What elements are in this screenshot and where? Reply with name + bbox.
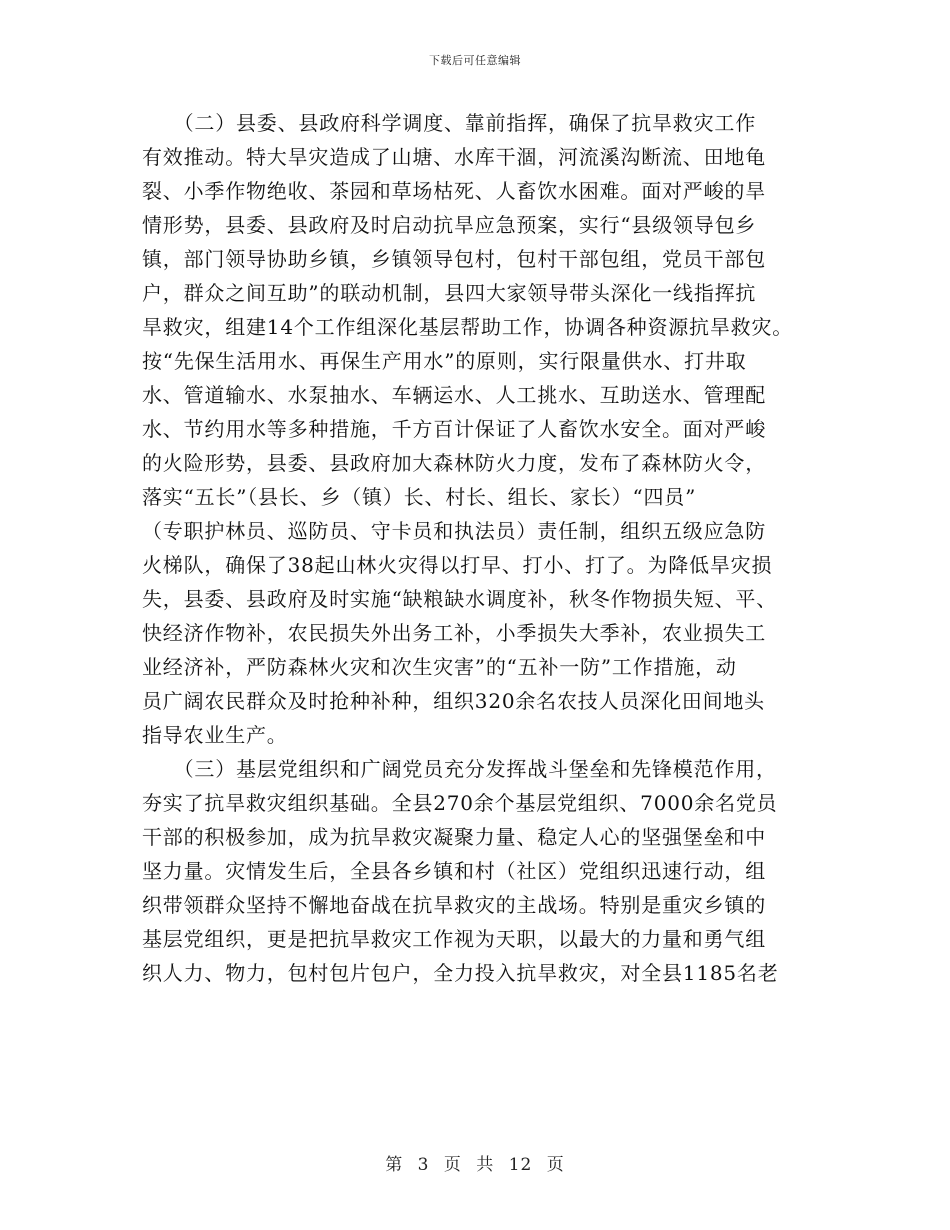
paragraph-line: 干部的积极参加，成为抗旱救灾凝聚力量、稳定人心的坚强堡垒和中 <box>142 825 766 849</box>
total-pages-number: 12 <box>508 1155 533 1175</box>
paragraph-line: 失，县委、县政府及时实施“缺粮缺水调度补，秋冬作物损失短、平、 <box>142 587 778 611</box>
paragraph-line: 基层党组织，更是把抗旱救灾工作视为天职，以最大的力量和勇气组 <box>142 927 766 951</box>
paragraph-line: 快经济作物补，农民损失外出务工补，小季损失大季补，农业损失工 <box>142 621 766 645</box>
paragraph-line: 的火险形势，县委、县政府加大森林防火力度，发布了森林防火令， <box>142 451 766 475</box>
page-word-prefix: 第 <box>385 1155 404 1175</box>
paragraph-line: 水、管道输水、水泵抽水、车辆运水、人工挑水、互助送水、管理配 <box>142 383 766 407</box>
paragraph-line: 旱救灾，组建14个工作组深化基层帮助工作，协调各种资源抗旱救灾。 <box>142 315 794 339</box>
paragraph-line: 指导农业生产。 <box>142 723 288 747</box>
paragraph-line: 织带领群众坚持不懈地奋战在抗旱救灾的主战场。特别是重灾乡镇的 <box>142 893 766 917</box>
paragraph-line: 落实“五长”（县长、乡（镇）长、村长、组长、家长）“四员” <box>142 485 697 509</box>
page-header: 下载后可任意编辑 <box>429 54 521 67</box>
document-body <box>142 106 814 990</box>
paragraph-line: 员广阔农民群众及时抢种补种，组织320余名农技人员深化田间地头 <box>142 689 765 713</box>
current-page-number: 3 <box>417 1155 430 1175</box>
paragraph-line: 情形势，县委、县政府及时启动抗旱应急预案，实行“县级领导包乡 <box>142 213 757 237</box>
page-footer <box>0 1150 950 1175</box>
page-word-suffix: 页 <box>546 1155 565 1175</box>
paragraph-line: 坚力量。灾情发生后，全县各乡镇和村（社区）党组织迅速行动，组 <box>142 859 766 883</box>
paragraph-line: 户，群众之间互助”的联动机制，县四大家领导带头深化一线指挥抗 <box>142 281 757 305</box>
paragraph-line: （三）基层党组织和广阔党员充分发挥战斗堡垒和先锋模范作用， <box>142 757 777 781</box>
paragraph-line: 业经济补，严防森林火灾和次生灾害”的“五补一防”工作措施，动 <box>142 655 737 679</box>
paragraph-line: 有效推动。特大旱灾造成了山塘、水库干涸，河流溪沟断流、田地龟 <box>142 145 766 169</box>
paragraph-line: 按“先保生活用水、再保生产用水”的原则，实行限量供水、打井取 <box>142 349 747 373</box>
paragraph-line: 夯实了抗旱救灾组织基础。全县270余个基层党组织、7000余名党员 <box>142 791 778 815</box>
paragraph-line: 火梯队，确保了38起山林火灾得以打早、打小、打了。为降低旱灾损 <box>142 553 773 577</box>
paragraph-line: 水、节约用水等多种措施，千方百计保证了人畜饮水安全。面对严峻 <box>142 417 766 441</box>
paragraph-line: 镇，部门领导协助乡镇，乡镇领导包村，包村干部包组，党员干部包 <box>142 247 766 271</box>
total-word: 共 <box>476 1155 495 1175</box>
page-word: 页 <box>443 1155 462 1175</box>
paragraph-line: （专职护林员、巡防员、守卡员和执法员）责任制，组织五级应急防 <box>142 519 766 543</box>
paragraph-line: （二）县委、县政府科学调度、靠前指挥，确保了抗旱救灾工作 <box>142 111 756 135</box>
paragraph-line: 织人力、物力，包村包片包户，全力投入抗旱救灾，对全县1185名老 <box>142 961 779 985</box>
paragraph-line: 裂、小季作物绝收、茶园和草场枯死、人畜饮水困难。面对严峻的旱 <box>142 179 766 203</box>
